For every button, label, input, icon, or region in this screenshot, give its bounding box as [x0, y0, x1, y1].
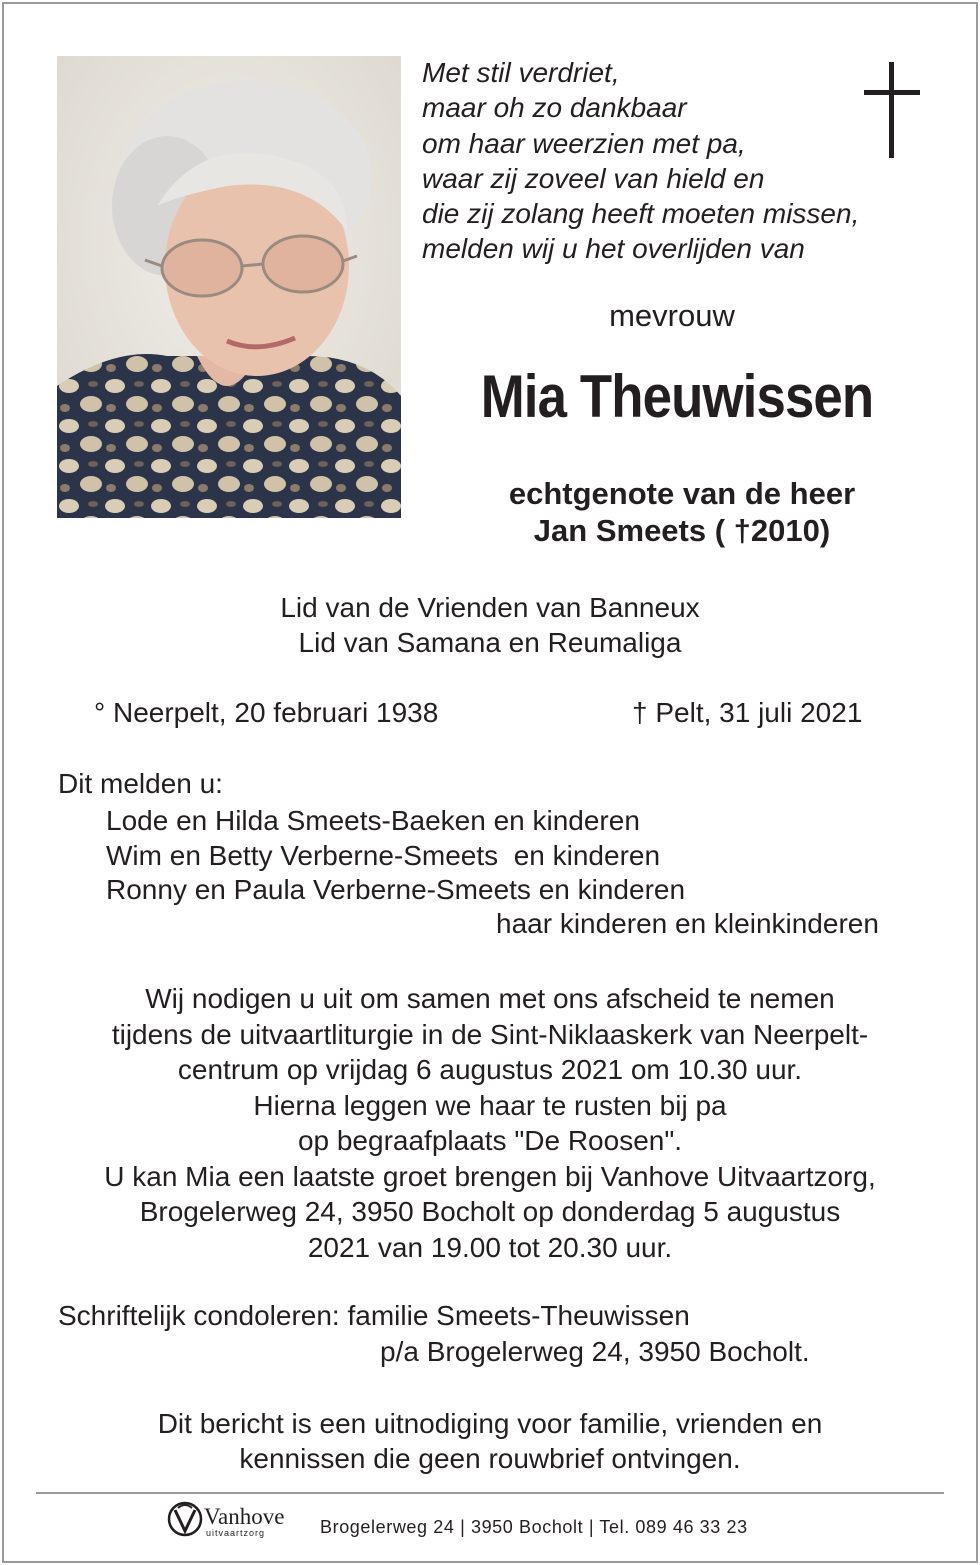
poem-line: die zij zolang heeft moeten missen, — [422, 198, 860, 230]
invitation-line: 2021 van 19.00 tot 20.30 uur. — [307, 1231, 673, 1263]
family-line: Lode en Hilda Smeets-Baeken en kinderen — [106, 805, 640, 836]
spouse-name: Jan Smeets ( †2010) — [533, 513, 831, 548]
note-line: Dit bericht is een uitnodiging voor familie, vrienden en — [157, 1408, 823, 1439]
footer-contact: Brogelerweg 24 | 3950 Bocholt | Tel. 089 46 33 23 — [320, 1517, 748, 1537]
announce-intro: Dit melden u: — [58, 768, 223, 799]
invitation-line: tijdens de uitvaartliturgie in de Sint-Niklaaskerk van Neerpelt- — [111, 1018, 869, 1050]
portrait-photo — [57, 56, 401, 518]
family-line: Wim en Betty Verberne-Smeets en kinderen — [106, 839, 661, 871]
footer-divider — [36, 1492, 944, 1494]
death-info: † Pelt, 31 juli 2021 — [632, 697, 863, 728]
family-line: Ronny en Paula Verberne-Smeets en kinderen — [106, 874, 686, 905]
invitation-line: Wij nodigen u uit om samen met ons afscheid te nemen — [145, 983, 835, 1014]
invitation — [0, 981, 980, 1265]
invitation-line: op begraafplaats "De Roosen". — [297, 1125, 683, 1156]
membership-line: Lid van de Vrienden van Banneux — [280, 592, 700, 623]
closing-note — [0, 1406, 980, 1476]
condolence-line: Schriftelijk condoleren: familie Smeets-Theuwissen — [58, 1300, 690, 1331]
note-line: kennissen die geen rouwbrief ontvingen. — [239, 1443, 741, 1474]
invitation-line: centrum op vrijdag 6 augustus 2021 om 10.30 uur. — [177, 1054, 803, 1085]
birth-info: ° Neerpelt, 20 februari 1938 — [94, 697, 439, 728]
honorific-title: mevrouw — [609, 298, 735, 333]
invitation-line: Hierna leggen we haar te rusten bij pa — [253, 1089, 727, 1121]
poem-line: Met stil verdriet, — [422, 57, 620, 88]
family-list — [106, 804, 685, 908]
logo-name: Vanhove — [204, 1504, 285, 1529]
family-closing: haar kinderen en kleinkinderen — [496, 908, 879, 939]
poem — [422, 55, 872, 267]
spouse-info — [422, 475, 942, 549]
vanhove-logo — [166, 1500, 316, 1544]
spouse-line: echtgenote van de heer — [508, 476, 856, 511]
condolence-address: p/a Brogelerweg 24, 3950 Bocholt. — [380, 1336, 810, 1367]
invitation-line: Brogelerweg 24, 3950 Bocholt op donderdag 5 augustus — [139, 1196, 841, 1227]
logo-subtitle: uitvaartzorg — [206, 1528, 266, 1538]
poem-line: om haar weerzien met pa, — [422, 127, 746, 159]
portrait-illustration — [57, 56, 401, 518]
memberships — [0, 590, 980, 660]
poem-line: maar oh zo dankbaar — [422, 92, 687, 124]
membership-line: Lid van Samana en Reumaliga — [298, 627, 682, 658]
poem-line: waar zij zoveel van hield en — [422, 162, 765, 194]
invitation-line: U kan Mia een laatste groet brengen bij Vanhove Uitvaartzorg, — [104, 1160, 876, 1192]
poem-line: melden wij u het overlijden van — [422, 233, 805, 265]
cross-icon — [864, 62, 920, 158]
deceased-name: Mia Theuwissen — [480, 363, 874, 430]
